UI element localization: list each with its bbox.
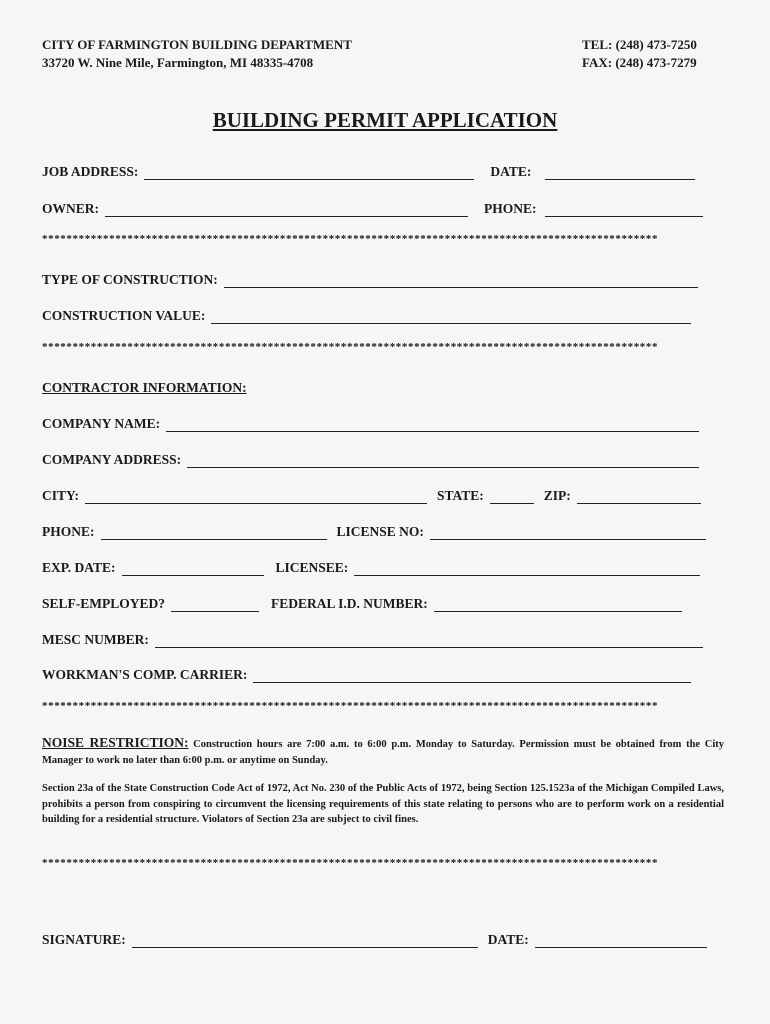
exp-date-field[interactable] bbox=[122, 561, 264, 576]
self-employed-label: SELF-EMPLOYED? bbox=[42, 596, 166, 611]
department-address: 33720 W. Nine Mile, Farmington, MI 48335-4708 bbox=[42, 55, 314, 70]
state-field[interactable] bbox=[490, 489, 534, 504]
department-name: CITY OF FARMINGTON BUILDING DEPARTMENT bbox=[42, 37, 352, 52]
phone-license-row bbox=[42, 520, 706, 540]
contractor-information-heading: CONTRACTOR INFORMATION: bbox=[42, 380, 247, 395]
mesc-number-label: MESC NUMBER: bbox=[42, 632, 149, 647]
city-state-zip-row bbox=[42, 484, 701, 504]
noise-restriction-heading: NOISE RESTRICTION: bbox=[42, 735, 189, 750]
mesc-number-field[interactable] bbox=[155, 633, 703, 648]
noise-restriction-text: Construction hours are 7:00 a.m. to 6:00 p.m. Monday to Saturday. Permission must be obtained from the City Manager to work no later than 6:00 p.m. or anytime on Sunday. bbox=[42, 739, 724, 766]
page-title: BUILDING PERMIT APPLICATION bbox=[212, 108, 558, 132]
signature-row bbox=[42, 928, 707, 948]
zip-field[interactable] bbox=[577, 489, 701, 504]
state-label: STATE: bbox=[437, 488, 484, 503]
zip-label: ZIP: bbox=[543, 488, 571, 503]
city-label: CITY: bbox=[42, 488, 80, 503]
contractor-phone-field[interactable] bbox=[101, 525, 327, 540]
date-field[interactable] bbox=[545, 165, 695, 180]
licensee-label: LICENSEE: bbox=[275, 560, 349, 575]
owner-label: OWNER: bbox=[42, 201, 99, 216]
separator: ***************************************************************************************************** bbox=[42, 341, 659, 353]
company-name-field[interactable] bbox=[166, 417, 699, 432]
exp-date-label: EXP. DATE: bbox=[42, 560, 116, 575]
license-no-label: LICENSE NO: bbox=[336, 524, 424, 539]
job-address-label: JOB ADDRESS: bbox=[42, 164, 139, 179]
exp-date-licensee-row bbox=[42, 556, 700, 576]
company-name-row bbox=[42, 412, 699, 432]
type-of-construction-row bbox=[42, 268, 698, 288]
owner-row bbox=[42, 197, 703, 217]
federal-id-field[interactable] bbox=[434, 597, 682, 612]
owner-field[interactable] bbox=[105, 202, 468, 217]
separator: ***************************************************************************************************** bbox=[42, 700, 659, 712]
separator: ***************************************************************************************************** bbox=[42, 233, 659, 245]
self-employed-field[interactable] bbox=[171, 597, 259, 612]
separator: ***************************************************************************************************** bbox=[42, 857, 659, 869]
department-header bbox=[42, 36, 352, 72]
contractor-information-heading-row bbox=[42, 376, 247, 396]
signature-label: SIGNATURE: bbox=[42, 932, 126, 947]
company-address-field[interactable] bbox=[187, 453, 699, 468]
job-address-field[interactable] bbox=[144, 165, 474, 180]
construction-value-row bbox=[42, 304, 691, 324]
job-address-row bbox=[42, 160, 695, 180]
type-of-construction-label: TYPE OF CONSTRUCTION: bbox=[42, 272, 218, 287]
telephone: TEL: (248) 473-7250 bbox=[582, 37, 697, 52]
company-address-label: COMPANY ADDRESS: bbox=[42, 452, 182, 467]
license-no-field[interactable] bbox=[430, 525, 706, 540]
company-name-label: COMPANY NAME: bbox=[42, 416, 161, 431]
city-field[interactable] bbox=[85, 489, 427, 504]
phone-label: PHONE: bbox=[484, 201, 537, 216]
signature-date-field[interactable] bbox=[535, 933, 707, 948]
licensee-field[interactable] bbox=[354, 561, 700, 576]
construction-value-label: CONSTRUCTION VALUE: bbox=[42, 308, 206, 323]
company-address-row bbox=[42, 448, 699, 468]
signature-field[interactable] bbox=[132, 933, 478, 948]
noise-restriction-notice bbox=[42, 735, 724, 768]
contact-header bbox=[582, 36, 697, 72]
federal-id-label: FEDERAL I.D. NUMBER: bbox=[271, 596, 428, 611]
construction-value-field[interactable] bbox=[211, 309, 691, 324]
section-23a-notice: Section 23a of the State Construction Code Act of 1972, Act No. 230 of the Public Acts of 1972, being Section 125.1523a of the Michigan Compiled Laws, prohibits a person from conspiring to circumvent the licensing requirements of this state relating to persons who are to perform work on a residential building for a residential structure. Violators of Section 23a are subject to civil fines. bbox=[42, 783, 724, 825]
signature-date-label: DATE: bbox=[487, 932, 529, 947]
fax: FAX: (248) 473-7279 bbox=[582, 55, 697, 70]
phone-field[interactable] bbox=[545, 202, 703, 217]
workmans-comp-row bbox=[42, 663, 691, 683]
workmans-comp-field[interactable] bbox=[253, 668, 691, 683]
self-employed-federal-id-row bbox=[42, 592, 682, 612]
mesc-number-row bbox=[42, 628, 703, 648]
date-label: DATE: bbox=[490, 164, 532, 179]
workmans-comp-label: WORKMAN'S COMP. CARRIER: bbox=[42, 667, 248, 682]
contractor-phone-label: PHONE: bbox=[42, 524, 95, 539]
type-of-construction-field[interactable] bbox=[224, 273, 698, 288]
